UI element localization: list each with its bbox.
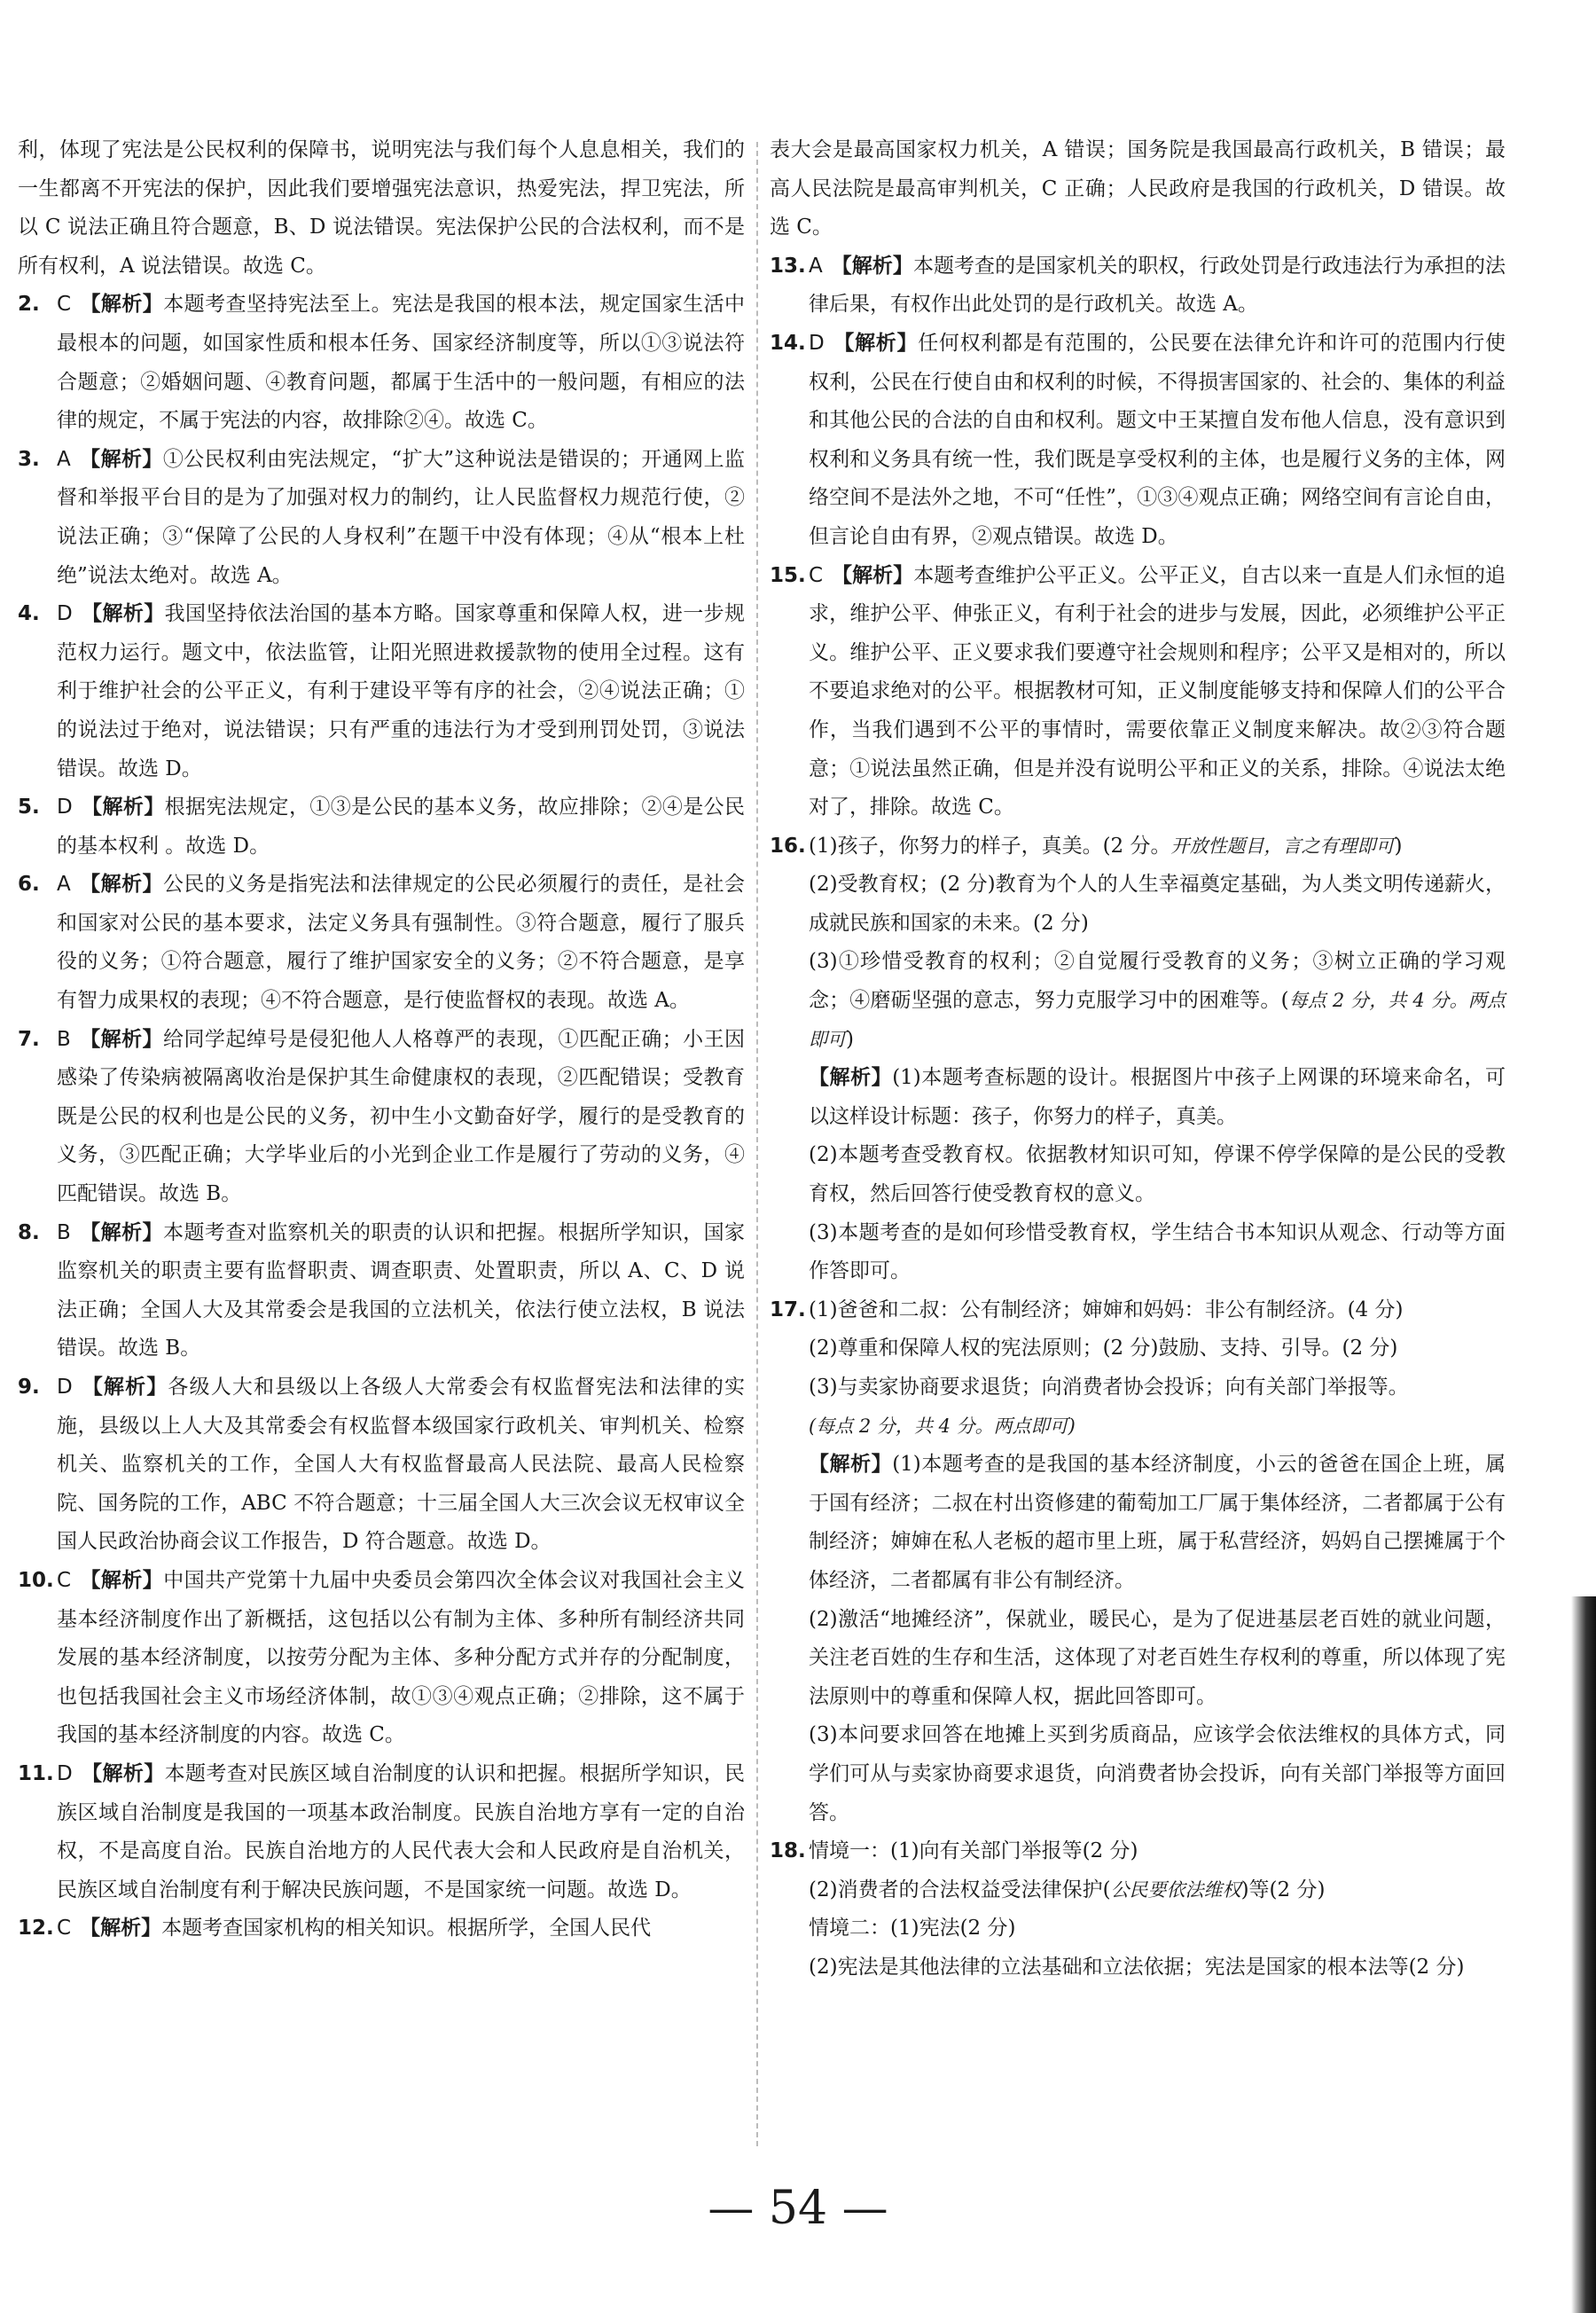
answer-text: 公民的义务是指宪法和法律规定的公民必须履行的责任，是社会和国家对公民的基本要求，法定义务具有强制性。③符合题意，履行了服兵役的义务；①符合题意，履行了维护国家安全的义务；②不符合题意，是享有智力成果权的表现；④不符合题意，是行使监督权的表现。故选 A。 bbox=[57, 873, 746, 1013]
answer-choice: A bbox=[809, 254, 823, 278]
answer-text: )等(2 分) bbox=[1240, 1878, 1326, 1901]
question-number: 3. bbox=[18, 447, 40, 471]
question-17 bbox=[770, 1291, 1506, 1832]
question-number: 7. bbox=[18, 1027, 40, 1051]
analysis-part: (2)本题考查受教育权。依据教材知识可知，停课不停学保障的是公民的受教育权，然后回答行使受教育权的意义。 bbox=[809, 1143, 1506, 1206]
answer-text: 本题考查维护公平正义。公平正义，自古以来一直是人们永恒的追求，维护公平、伸张正义，有利于社会的进步与发展，因此，必须维护公平正义。维护公平、正义要求我们要遵守社会规则和程序；公平又是相对的，所以不要追求绝对的公平。根据教材可知，正义制度能够支持和保障人们的公平合作，当我们遇到不公平的事情时，需要依靠正义制度来解决。故②③符合题意；①说法虽然正确，但是并没有说明公平和正义的关系，排除。④说法太绝对了，排除。故选 C。 bbox=[809, 563, 1506, 819]
scoring-note: 开放性题目，言之有理即可 bbox=[1170, 835, 1395, 857]
answer-text: 中国共产党第十九届中央委员会第四次全体会议对我国社会主义基本经济制度作出了新概括，这包括以公有制为主体、多种所有制经济共同发展的基本经济制度，以按劳分配为主体、多种分配方式并存的分配制度，也包括我国社会主义市场经济体制，故①③④观点正确；②排除，这不属于我国的基本经济制度的内容。故选 C。 bbox=[57, 1568, 746, 1747]
answer-choice: D bbox=[57, 1761, 73, 1785]
analysis-tag: 【解析】 bbox=[832, 563, 914, 587]
analysis-part: (3)本题考查的是如何珍惜受教育权，学生结合书本知识从观念、行动等方面作答即可。 bbox=[809, 1220, 1506, 1283]
question-number: 2. bbox=[18, 293, 40, 317]
answer-item bbox=[18, 866, 745, 1020]
left-column bbox=[18, 131, 745, 1948]
answer-choice: C bbox=[809, 563, 824, 587]
answer-text: 本题考查对民族区域自治制度的认识和把握。根据所学知识，民族区域自治制度是我国的一项基本政治制度。民族自治地方享有一定的自治权，不是高度自治。民族自治地方的人民代表大会和人民政府是自治机关，民族区域自治制度有利于解决民族问题，不是国家统一问题。故选 D。 bbox=[57, 1761, 746, 1901]
answer-part: 情境一：(1)向有关部门举报等(2 分) bbox=[809, 1839, 1138, 1863]
question-number: 12. bbox=[18, 1917, 54, 1941]
answer-item bbox=[18, 1214, 745, 1368]
analysis-tag: 【解析】 bbox=[81, 1376, 168, 1399]
answer-part: (2)尊重和保障人权的宪法原则；(2 分)鼓励、支持、引导。(2 分) bbox=[809, 1337, 1398, 1360]
question-number: 4. bbox=[18, 602, 40, 626]
answer-text: 本题考查坚持宪法至上。宪法是我国的根本法，规定国家生活中最根本的问题，如国家性质和根本任务、国家经济制度等，所以①③说法符合题意；②婚姻问题、④教育问题，都属于生活中的一般问题，有相应的法律的规定，不属于宪法的内容，故排除②④。故选 C。 bbox=[57, 293, 746, 433]
answer-item bbox=[18, 131, 745, 286]
question-number: 13. bbox=[770, 254, 806, 278]
column-divider bbox=[756, 142, 758, 2146]
analysis-part bbox=[809, 1446, 1506, 1600]
answer-item bbox=[18, 286, 745, 440]
answer-part: (2)宪法是其他法律的立法基础和立法依据；宪法是国家的根本法等(2 分) bbox=[809, 1955, 1465, 1979]
question-number: 16. bbox=[770, 834, 806, 858]
answer-choice: C bbox=[57, 1568, 72, 1592]
answer-item bbox=[18, 595, 745, 788]
answer-part: (2)受教育权；(2 分)教育为个人的人生幸福奠定基础，为人类文明传递薪火，成就民族和国家的未来。(2 分) bbox=[809, 873, 1506, 935]
answer-choice: A bbox=[57, 873, 71, 897]
answer-item bbox=[770, 557, 1506, 827]
answer-choice: D bbox=[57, 796, 73, 819]
answer-choice: B bbox=[57, 1027, 71, 1051]
answer-text: 根据宪法规定，①③是公民的基本义务，故应排除；②④是公民的基本权利 。故选 D。 bbox=[57, 796, 746, 858]
analysis-tag: 【解析】 bbox=[809, 1453, 893, 1477]
answer-choice: B bbox=[57, 1220, 71, 1244]
answer-part: 情境二：(1)宪法(2 分) bbox=[809, 1917, 1016, 1941]
analysis-tag: 【解析】 bbox=[833, 331, 919, 355]
answer-text: 本题考查国家机构的相关知识。根据所学，全国人民代 bbox=[161, 1917, 652, 1941]
answer-text: (2)消费者的合法权益受法律保护( bbox=[809, 1878, 1111, 1901]
question-number: 8. bbox=[18, 1220, 40, 1244]
answer-text: 表大会是最高国家权力机关，A 错误；国务院是我国最高行政机关，B 错误；最高人民法院是最高审判机关，C 正确；人民政府是我国的行政机关，D 错误。故选 C。 bbox=[770, 138, 1506, 239]
analysis-tag: 【解析】 bbox=[81, 796, 165, 819]
answer-choice: C bbox=[57, 293, 72, 317]
answer-text: (1)本题考查的是我国的基本经济制度，小云的爸爸在国企上班，属于国有经济；二叔在村出资修建的葡萄加工厂属于集体经济，二者都属于公有制经济；婶婶在私人老板的超市里上班，属于私营经济，妈妈自己摆摊属于个体经济，二者都属有非公有制经济。 bbox=[809, 1453, 1506, 1592]
answer-text: ) bbox=[846, 1027, 854, 1051]
answer-part: (1)爸爸和二叔：公有制经济；婶婶和妈妈：非公有制经济。(4 分) bbox=[809, 1298, 1404, 1321]
answer-part bbox=[809, 827, 1506, 866]
answer-item bbox=[18, 1562, 745, 1755]
right-column bbox=[770, 131, 1506, 1988]
answer-choice: A bbox=[57, 447, 71, 471]
question-number: 6. bbox=[18, 873, 40, 897]
answer-choice: D bbox=[57, 602, 73, 626]
scoring-note: 公民要依法维权 bbox=[1110, 1878, 1241, 1901]
answer-item bbox=[18, 441, 745, 595]
analysis-tag: 【解析】 bbox=[79, 1027, 164, 1051]
answer-text: ) bbox=[1394, 834, 1403, 858]
answer-part: (3)与卖家协商要求退货；向消费者协会投诉；向有关部门举报等。 bbox=[809, 1376, 1409, 1399]
answer-item bbox=[770, 247, 1506, 325]
question-number: 14. bbox=[770, 331, 806, 355]
answer-item bbox=[770, 131, 1506, 247]
question-number: 5. bbox=[18, 796, 40, 819]
analysis-tag: 【解析】 bbox=[80, 293, 164, 317]
analysis-tag: 【解析】 bbox=[809, 1066, 893, 1090]
answer-part bbox=[809, 943, 1506, 1059]
answer-item bbox=[18, 1368, 745, 1562]
answer-item bbox=[18, 1755, 745, 1909]
analysis-tag: 【解析】 bbox=[79, 1220, 164, 1244]
analysis-tag: 【解析】 bbox=[81, 602, 165, 626]
question-number: 18. bbox=[770, 1839, 806, 1863]
analysis-tag: 【解析】 bbox=[79, 873, 163, 897]
answer-text: 各级人大和县级以上各级人大常委会有权监督宪法和法律的实施，县级以上人大及其常委会有权监督本级国家行政机关、审判机关、检察机关、监察机关的工作，全国人大有权监督最高人民法院、最高人民检察院、国务院的工作，ABC 不符合题意；十三届全国人大三次会议无权审议全国人民政治协商会议工作报告，D 符合题意。故选 D。 bbox=[57, 1376, 746, 1554]
answer-text: (3)①珍惜受教育的权利；②自觉履行受教育的义务；③树立正确的学习观念；④磨砺坚强的意志，努力克服学习中的困难等。( bbox=[809, 950, 1506, 1013]
answer-item bbox=[18, 788, 745, 866]
answer-text: (1)本题考查标题的设计。根据图片中孩子上网课的环境来命名，可以这样设计标题：孩子，你努力的样子，真美。 bbox=[809, 1066, 1506, 1128]
analysis-part: (2)激活“地摊经济”，保就业，暖民心，是为了促进基层老百姓的就业问题，关注老百姓的生存和生活，这体现了对老百姓生存权利的尊重，所以体现了宪法原则中的尊重和保障人权，据此回答即可。 bbox=[809, 1607, 1506, 1708]
answer-choice: C bbox=[57, 1917, 72, 1941]
answer-part bbox=[809, 1871, 1506, 1910]
answer-text: 利，体现了宪法是公民权利的保障书，说明宪法与我们每个人息息相关，我们的一生都离不开宪法的保护，因此我们要增强宪法意识，热爱宪法，捍卫宪法，所以 C 说法正确且符合题意，B、D 说法错误。宪法保护公民的合法权利，而不是所有权利，A 说法错误。故选 C。 bbox=[18, 138, 745, 278]
page-number: — 54 — bbox=[708, 2182, 888, 2235]
answer-item bbox=[770, 325, 1506, 557]
answer-choice: D bbox=[809, 331, 825, 355]
answer-text: 本题考查对监察机关的职责的认识和把握。根据所学知识，国家监察机关的职责主要有监督职责、调查职责、处置职责，所以 A、C、D 说法正确；全国人大及其常委会是我国的立法机关，依法行使立法权，B 说法错误。故选 B。 bbox=[57, 1220, 746, 1360]
question-18 bbox=[770, 1832, 1506, 1987]
question-16 bbox=[770, 827, 1506, 1291]
scan-edge-shadow bbox=[1571, 1596, 1596, 2313]
answer-item bbox=[18, 1021, 745, 1214]
question-number: 17. bbox=[770, 1298, 806, 1321]
answer-text: 任何权利都是有范围的，公民要在法律允许和许可的范围内行使权利，公民在行使自由和权利的时候，不得损害国家的、社会的、集体的利益和其他公民的合法的自由和权利。题文中王某擅自发布他人信息，没有意识到权利和义务具有统一性，我们既是享受权利的主体，也是履行义务的主体，网络空间不是法外之地，不可“任性”，①③④观点正确；网络空间有言论自由，但言论自由有界，②观点错误。故选 D。 bbox=[809, 331, 1506, 548]
answer-text: 我国坚持依法治国的基本方略。国家尊重和保障人权，进一步规范权力运行。题文中，依法监管，让阳光照进救援款物的使用全过程。这有利于维护社会的公平正义，有利于建设平等有序的社会，②④说法正确；①的说法过于绝对，说法错误；只有严重的违法行为才受到刑罚处罚，③说法错误。故选 D。 bbox=[57, 602, 746, 780]
analysis-tag: 【解析】 bbox=[79, 447, 163, 471]
question-number: 11. bbox=[18, 1761, 54, 1785]
answer-item bbox=[18, 1909, 745, 1948]
answer-text: ①公民权利由宪法规定，“扩大”这种说法是错误的；开通网上监督和举报平台目的是为了加强对权力的制约，让人民监督权力规范行使，②说法正确；③“保障了公民的人身权利”在题干中没有体现；④从“根本上杜绝”说法太绝对。故选 A。 bbox=[57, 447, 745, 587]
scoring-note: 每点 2 分，共 4 分。两点即可 bbox=[809, 990, 1506, 1050]
question-number: 15. bbox=[770, 563, 806, 587]
answer-text: (1)孩子，你努力的样子，真美。(2 分。 bbox=[809, 834, 1171, 858]
answer-choice: D bbox=[57, 1376, 73, 1399]
analysis-part bbox=[809, 1059, 1506, 1136]
analysis-tag: 【解析】 bbox=[831, 254, 913, 278]
analysis-tag: 【解析】 bbox=[81, 1761, 165, 1785]
answer-text: 给同学起绰号是侵犯他人人格尊严的表现，①匹配正确；小王因感染了传染病被隔离收治是保护其生命健康权的表现，②匹配错误；受教育既是公民的权利也是公民的义务，初中生小文勤奋好学，履行的是受教育的义务，③匹配正确；大学毕业后的小光到企业工作是履行了劳动的义务，④匹配错误。故选 B。 bbox=[57, 1027, 746, 1206]
question-number: 10. bbox=[18, 1568, 54, 1592]
scoring-note: (每点 2 分，共 4 分。两点即可) bbox=[809, 1415, 1076, 1437]
analysis-tag: 【解析】 bbox=[80, 1568, 164, 1592]
answer-text: 本题考查的是国家机关的职权，行政处罚是行政违法行为承担的法律后果，有权作出此处罚的是行政机关。故选 A。 bbox=[809, 254, 1506, 317]
question-number: 9. bbox=[18, 1376, 40, 1399]
analysis-part: (3)本问要求回答在地摊上买到劣质商品，应该学会依法维权的具体方式，同学们可从与卖家协商要求退货，向消费者协会投诉，向有关部门举报等方面回答。 bbox=[809, 1723, 1506, 1824]
analysis-tag: 【解析】 bbox=[80, 1917, 162, 1941]
